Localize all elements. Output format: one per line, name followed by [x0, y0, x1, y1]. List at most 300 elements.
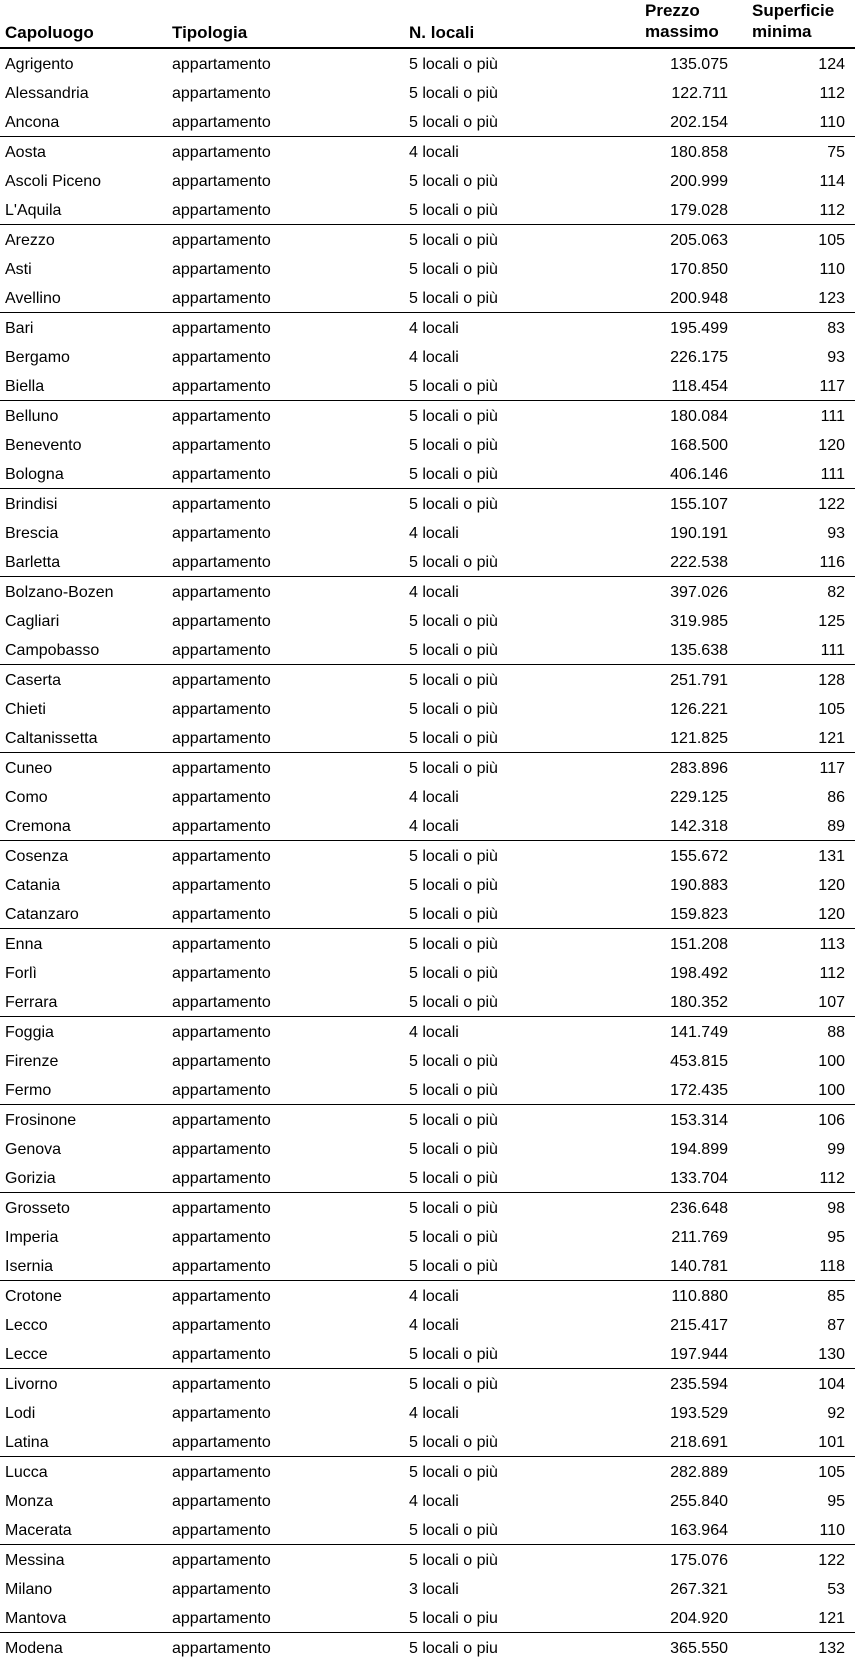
- cell-tipologia: appartamento: [172, 554, 271, 571]
- cell-prezzo: 180.352: [670, 994, 728, 1011]
- header-superficie: [752, 0, 834, 42]
- cell-superficie: 89: [827, 818, 845, 835]
- cell-locali: 5 locali o più: [409, 701, 498, 718]
- cell-capoluogo: Alessandria: [5, 85, 89, 102]
- table-row: [0, 635, 855, 664]
- row-group: [0, 401, 855, 489]
- cell-superficie: 82: [827, 584, 845, 601]
- cell-superficie: 117: [819, 760, 845, 777]
- cell-tipologia: appartamento: [172, 1288, 271, 1305]
- cell-superficie: 110: [819, 1522, 845, 1539]
- cell-capoluogo: Catania: [5, 877, 61, 894]
- cell-superficie: 114: [819, 173, 845, 190]
- cell-prezzo: 172.435: [670, 1082, 728, 1099]
- cell-prezzo: 319.985: [670, 613, 728, 630]
- cell-superficie: 121: [818, 730, 845, 747]
- cell-superficie: 105: [818, 1464, 845, 1481]
- cell-prezzo: 155.107: [670, 496, 728, 513]
- cell-capoluogo: Modena: [5, 1640, 63, 1657]
- row-group: [0, 49, 855, 137]
- cell-capoluogo: Belluno: [5, 408, 59, 425]
- cell-prezzo: 226.175: [670, 349, 728, 366]
- cell-locali: 5 locali o più: [409, 232, 498, 249]
- table-row: [0, 929, 855, 958]
- row-group: [0, 577, 855, 665]
- cell-superficie: 111: [820, 642, 845, 659]
- cell-prezzo: 141.749: [670, 1024, 728, 1041]
- cell-tipologia: appartamento: [172, 1610, 271, 1627]
- row-group: [0, 1369, 855, 1457]
- row-group: [0, 313, 855, 401]
- cell-superficie: 88: [827, 1024, 845, 1041]
- cell-superficie: 120: [818, 437, 845, 454]
- row-group: [0, 753, 855, 841]
- table-row: [0, 841, 855, 870]
- cell-prezzo: 140.781: [670, 1258, 728, 1275]
- cell-superficie: 100: [818, 1053, 845, 1070]
- table-row: [0, 371, 855, 400]
- cell-superficie: 110: [819, 114, 845, 131]
- cell-tipologia: appartamento: [172, 378, 271, 395]
- row-group: [0, 929, 855, 1017]
- cell-superficie: 87: [827, 1317, 845, 1334]
- cell-tipologia: appartamento: [172, 1053, 271, 1070]
- cell-capoluogo: Imperia: [5, 1229, 59, 1246]
- cell-locali: 5 locali o più: [409, 202, 498, 219]
- cell-superficie: 130: [818, 1346, 845, 1363]
- cell-locali: 5 locali o più: [409, 613, 498, 630]
- cell-superficie: 128: [818, 672, 845, 689]
- cell-prezzo: 365.550: [670, 1640, 728, 1657]
- cell-capoluogo: Catanzaro: [5, 906, 79, 923]
- cell-locali: 5 locali o più: [409, 114, 498, 131]
- cell-superficie: 112: [819, 85, 845, 102]
- cell-prezzo: 267.321: [670, 1581, 728, 1598]
- cell-locali: 5 locali o più: [409, 85, 498, 102]
- row-group: [0, 137, 855, 225]
- cell-superficie: 53: [827, 1581, 845, 1598]
- cell-superficie: 92: [827, 1405, 845, 1422]
- table-row: [0, 1339, 855, 1368]
- cell-tipologia: appartamento: [172, 877, 271, 894]
- cell-locali: 5 locali o più: [409, 642, 498, 659]
- cell-tipologia: appartamento: [172, 672, 271, 689]
- cell-tipologia: appartamento: [172, 114, 271, 131]
- cell-prezzo: 151.208: [670, 936, 728, 953]
- cell-superficie: 121: [818, 1610, 845, 1627]
- cell-tipologia: appartamento: [172, 730, 271, 747]
- header-locali: N. locali: [409, 23, 475, 42]
- cell-superficie: 120: [818, 877, 845, 894]
- cell-tipologia: appartamento: [172, 525, 271, 542]
- cell-tipologia: appartamento: [172, 320, 271, 337]
- cell-capoluogo: Forlì: [5, 965, 37, 982]
- row-group: [0, 1193, 855, 1281]
- cell-prezzo: 122.711: [671, 85, 728, 102]
- cell-locali: 5 locali o più: [409, 173, 498, 190]
- cell-capoluogo: Foggia: [5, 1024, 54, 1041]
- cell-capoluogo: Lodi: [5, 1405, 36, 1422]
- cell-locali: 5 locali o più: [409, 906, 498, 923]
- cell-prezzo: 211.769: [671, 1229, 728, 1246]
- cell-prezzo: 205.063: [670, 232, 728, 249]
- cell-locali: 5 locali o più: [409, 1552, 498, 1569]
- cell-tipologia: appartamento: [172, 1464, 271, 1481]
- cell-capoluogo: Cosenza: [5, 848, 69, 865]
- cell-superficie: 118: [819, 1258, 845, 1275]
- table-row: [0, 606, 855, 635]
- cell-superficie: 111: [820, 466, 845, 483]
- cell-tipologia: appartamento: [172, 466, 271, 483]
- table-row: [0, 1222, 855, 1251]
- cell-prezzo: 133.704: [670, 1170, 728, 1187]
- table-body: [0, 49, 855, 1662]
- cell-capoluogo: Cuneo: [5, 760, 53, 777]
- cell-superficie: 105: [818, 232, 845, 249]
- cell-superficie: 105: [818, 701, 845, 718]
- cell-locali: 5 locali o più: [409, 936, 498, 953]
- cell-superficie: 124: [818, 56, 845, 73]
- cell-capoluogo: Enna: [5, 936, 43, 953]
- table-row: [0, 459, 855, 488]
- cell-capoluogo: Ascoli Piceno: [5, 173, 102, 190]
- cell-capoluogo: Ancona: [5, 114, 60, 131]
- table-row: [0, 1310, 855, 1339]
- cell-capoluogo: Bergamo: [5, 349, 70, 366]
- row-group: [0, 665, 855, 753]
- cell-locali: 5 locali o più: [409, 56, 498, 73]
- cell-locali: 4 locali: [409, 525, 459, 542]
- cell-tipologia: appartamento: [172, 261, 271, 278]
- table-row: [0, 811, 855, 840]
- cell-capoluogo: Mantova: [5, 1610, 67, 1627]
- table-row: [0, 753, 855, 782]
- cell-tipologia: appartamento: [172, 1640, 271, 1657]
- cell-capoluogo: Cremona: [5, 818, 71, 835]
- cell-locali: 4 locali: [409, 584, 459, 601]
- cell-capoluogo: Firenze: [5, 1053, 59, 1070]
- cell-prezzo: 198.492: [670, 965, 728, 982]
- cell-tipologia: appartamento: [172, 701, 271, 718]
- header-prezzo-line2: massimo: [645, 22, 719, 41]
- row-group: [0, 1545, 855, 1633]
- cell-prezzo: 282.889: [670, 1464, 728, 1481]
- cell-locali: 4 locali: [409, 1493, 459, 1510]
- cell-capoluogo: Chieti: [5, 701, 46, 718]
- cell-capoluogo: Isernia: [5, 1258, 54, 1275]
- cell-locali: 5 locali o più: [409, 730, 498, 747]
- header-tipologia: Tipologia: [172, 23, 248, 42]
- cell-prezzo: 197.944: [670, 1346, 728, 1363]
- cell-prezzo: 121.825: [670, 730, 728, 747]
- cell-capoluogo: Avellino: [5, 290, 61, 307]
- cell-superficie: 83: [827, 320, 845, 337]
- header-capoluogo: Capoluogo: [5, 23, 94, 42]
- cell-superficie: 86: [827, 789, 845, 806]
- table-row: [0, 1281, 855, 1310]
- cell-locali: 5 locali o più: [409, 466, 498, 483]
- cell-tipologia: appartamento: [172, 1434, 271, 1451]
- table-row: [0, 137, 855, 166]
- cell-tipologia: appartamento: [172, 1346, 271, 1363]
- table-row: [0, 430, 855, 459]
- cell-superficie: 85: [827, 1288, 845, 1305]
- cell-tipologia: appartamento: [172, 642, 271, 659]
- table-row: [0, 225, 855, 254]
- cell-capoluogo: Cagliari: [5, 613, 60, 630]
- cell-prezzo: 202.154: [670, 114, 728, 131]
- cell-prezzo: 406.146: [670, 466, 728, 483]
- cell-prezzo: 155.672: [670, 848, 728, 865]
- cell-capoluogo: Bologna: [5, 466, 64, 483]
- cell-tipologia: appartamento: [172, 1141, 271, 1158]
- table-row: [0, 1633, 855, 1662]
- cell-prezzo: 118.454: [671, 378, 728, 395]
- cell-capoluogo: Gorizia: [5, 1170, 56, 1187]
- cell-capoluogo: Lecce: [5, 1346, 48, 1363]
- cell-capoluogo: Ferrara: [5, 994, 58, 1011]
- cell-locali: 4 locali: [409, 349, 459, 366]
- cell-prezzo: 283.896: [670, 760, 728, 777]
- cell-capoluogo: Caserta: [5, 672, 62, 689]
- cell-prezzo: 215.417: [670, 1317, 728, 1334]
- cell-capoluogo: Campobasso: [5, 642, 100, 659]
- cell-locali: 5 locali o più: [409, 1082, 498, 1099]
- cell-prezzo: 180.084: [670, 408, 728, 425]
- table-row: [0, 870, 855, 899]
- cell-prezzo: 222.538: [670, 554, 728, 571]
- cell-prezzo: 397.026: [670, 584, 728, 601]
- cell-locali: 5 locali o più: [409, 1229, 498, 1246]
- cell-tipologia: appartamento: [172, 1112, 271, 1129]
- cell-prezzo: 218.691: [670, 1434, 728, 1451]
- cell-locali: 5 locali o più: [409, 672, 498, 689]
- cell-capoluogo: Biella: [5, 378, 45, 395]
- cell-prezzo: 236.648: [670, 1200, 728, 1217]
- cell-prezzo: 200.999: [670, 173, 728, 190]
- cell-capoluogo: Livorno: [5, 1376, 58, 1393]
- cell-superficie: 112: [819, 965, 845, 982]
- cell-capoluogo: Bolzano-Bozen: [5, 584, 114, 601]
- cell-superficie: 131: [818, 848, 845, 865]
- table-row: [0, 1457, 855, 1486]
- cell-prezzo: 229.125: [670, 789, 728, 806]
- cell-superficie: 95: [827, 1493, 845, 1510]
- cell-capoluogo: Brindisi: [5, 496, 58, 513]
- cell-tipologia: appartamento: [172, 56, 271, 73]
- table-row: [0, 313, 855, 342]
- cell-capoluogo: Lecco: [5, 1317, 48, 1334]
- cell-locali: 5 locali o più: [409, 1434, 498, 1451]
- cell-prezzo: 163.964: [670, 1522, 728, 1539]
- cell-locali: 5 locali o più: [409, 1200, 498, 1217]
- cell-prezzo: 193.529: [670, 1405, 728, 1422]
- table-row: [0, 1134, 855, 1163]
- table-row: [0, 489, 855, 518]
- cell-locali: 5 locali o più: [409, 290, 498, 307]
- cell-prezzo: 142.318: [670, 818, 728, 835]
- cell-capoluogo: Arezzo: [5, 232, 55, 249]
- cell-prezzo: 190.191: [670, 525, 728, 542]
- table-row: [0, 1369, 855, 1398]
- cell-tipologia: appartamento: [172, 1376, 271, 1393]
- cell-superficie: 132: [818, 1640, 845, 1657]
- cell-locali: 4 locali: [409, 1024, 459, 1041]
- table-row: [0, 1545, 855, 1574]
- cell-prezzo: 110.880: [671, 1288, 728, 1305]
- cell-prezzo: 190.883: [670, 877, 728, 894]
- cell-locali: 5 locali o più: [409, 1376, 498, 1393]
- cell-superficie: 104: [818, 1376, 845, 1393]
- cell-prezzo: 204.920: [670, 1610, 728, 1627]
- cell-superficie: 100: [818, 1082, 845, 1099]
- cell-superficie: 117: [819, 378, 845, 395]
- table-row: [0, 195, 855, 224]
- cell-tipologia: appartamento: [172, 349, 271, 366]
- cell-superficie: 112: [819, 202, 845, 219]
- cell-prezzo: 159.823: [670, 906, 728, 923]
- cell-tipologia: appartamento: [172, 496, 271, 513]
- cell-capoluogo: Bari: [5, 320, 34, 337]
- cell-prezzo: 168.500: [670, 437, 728, 454]
- cell-capoluogo: Caltanissetta: [5, 730, 98, 747]
- cell-tipologia: appartamento: [172, 85, 271, 102]
- cell-tipologia: appartamento: [172, 1082, 271, 1099]
- cell-locali: 5 locali o più: [409, 378, 498, 395]
- table-row: [0, 577, 855, 606]
- cell-locali: 5 locali o più: [409, 1346, 498, 1363]
- row-group: [0, 225, 855, 313]
- cell-tipologia: appartamento: [172, 818, 271, 835]
- table-row: [0, 107, 855, 136]
- cell-tipologia: appartamento: [172, 1552, 271, 1569]
- cell-tipologia: appartamento: [172, 144, 271, 161]
- table-row: [0, 1251, 855, 1280]
- cell-superficie: 99: [827, 1141, 845, 1158]
- table-row: [0, 694, 855, 723]
- cell-superficie: 123: [818, 290, 845, 307]
- cell-capoluogo: Aosta: [5, 144, 46, 161]
- table-row: [0, 166, 855, 195]
- table-row: [0, 1515, 855, 1544]
- header-superficie-line1: Superficie: [752, 1, 835, 20]
- cell-tipologia: appartamento: [172, 613, 271, 630]
- cell-locali: 5 locali o piu: [409, 1640, 498, 1657]
- cell-locali: 5 locali o più: [409, 1464, 498, 1481]
- cell-prezzo: 135.075: [670, 56, 728, 73]
- table-row: [0, 1017, 855, 1046]
- row-group: [0, 1017, 855, 1105]
- cell-superficie: 101: [818, 1434, 845, 1451]
- row-group: [0, 489, 855, 577]
- cell-locali: 5 locali o più: [409, 965, 498, 982]
- table-row: [0, 1193, 855, 1222]
- cell-capoluogo: L'Aquila: [5, 202, 62, 219]
- cell-locali: 5 locali o più: [409, 1141, 498, 1158]
- cell-superficie: 111: [820, 408, 845, 425]
- table-row: [0, 1163, 855, 1192]
- table-row: [0, 254, 855, 283]
- cell-prezzo: 195.499: [670, 320, 728, 337]
- cell-locali: 4 locali: [409, 789, 459, 806]
- cell-locali: 4 locali: [409, 320, 459, 337]
- cell-capoluogo: Frosinone: [5, 1112, 77, 1129]
- cell-superficie: 122: [818, 1552, 845, 1569]
- cell-tipologia: appartamento: [172, 1200, 271, 1217]
- cell-prezzo: 126.221: [670, 701, 728, 718]
- cell-superficie: 93: [827, 349, 845, 366]
- cell-tipologia: appartamento: [172, 1317, 271, 1334]
- row-group: [0, 1281, 855, 1369]
- cell-tipologia: appartamento: [172, 789, 271, 806]
- cell-capoluogo: Brescia: [5, 525, 59, 542]
- row-group: [0, 1105, 855, 1193]
- cell-capoluogo: Lucca: [5, 1464, 48, 1481]
- cell-tipologia: appartamento: [172, 848, 271, 865]
- cell-tipologia: appartamento: [172, 1405, 271, 1422]
- cell-prezzo: 255.840: [670, 1493, 728, 1510]
- cell-prezzo: 179.028: [670, 202, 728, 219]
- cell-locali: 5 locali o più: [409, 994, 498, 1011]
- cell-locali: 5 locali o più: [409, 437, 498, 454]
- cell-capoluogo: Milano: [5, 1581, 53, 1598]
- cell-superficie: 98: [827, 1200, 845, 1217]
- cell-superficie: 116: [819, 554, 845, 571]
- cell-capoluogo: Benevento: [5, 437, 82, 454]
- table-row: [0, 1574, 855, 1603]
- cell-prezzo: 453.815: [670, 1053, 728, 1070]
- table-row: [0, 78, 855, 107]
- cell-tipologia: appartamento: [172, 173, 271, 190]
- cell-tipologia: appartamento: [172, 1581, 271, 1598]
- row-group: [0, 1633, 855, 1662]
- table-row: [0, 1427, 855, 1456]
- cell-locali: 5 locali o più: [409, 1053, 498, 1070]
- cell-tipologia: appartamento: [172, 965, 271, 982]
- cell-tipologia: appartamento: [172, 1493, 271, 1510]
- cell-tipologia: appartamento: [172, 1170, 271, 1187]
- cell-superficie: 122: [818, 496, 845, 513]
- header-prezzo: [645, 0, 719, 42]
- cell-locali: 5 locali o piu: [409, 1610, 498, 1627]
- cell-prezzo: 200.948: [670, 290, 728, 307]
- cell-locali: 5 locali o più: [409, 554, 498, 571]
- cell-locali: 5 locali o più: [409, 848, 498, 865]
- cell-superficie: 120: [818, 906, 845, 923]
- table-row: [0, 958, 855, 987]
- table-row: [0, 899, 855, 928]
- cell-locali: 5 locali o più: [409, 1170, 498, 1187]
- cell-prezzo: 170.850: [670, 261, 728, 278]
- table-row: [0, 987, 855, 1016]
- cell-tipologia: appartamento: [172, 437, 271, 454]
- cell-tipologia: appartamento: [172, 584, 271, 601]
- cell-tipologia: appartamento: [172, 232, 271, 249]
- cell-locali: 5 locali o più: [409, 496, 498, 513]
- cell-locali: 5 locali o più: [409, 877, 498, 894]
- cell-tipologia: appartamento: [172, 936, 271, 953]
- table-row: [0, 723, 855, 752]
- cell-superficie: 112: [819, 1170, 845, 1187]
- cell-prezzo: 135.638: [670, 642, 728, 659]
- cell-superficie: 125: [818, 613, 845, 630]
- table-row: [0, 518, 855, 547]
- cell-prezzo: 251.791: [670, 672, 728, 689]
- row-group: [0, 841, 855, 929]
- table-row: [0, 665, 855, 694]
- cell-capoluogo: Latina: [5, 1434, 49, 1451]
- table-row: [0, 49, 855, 78]
